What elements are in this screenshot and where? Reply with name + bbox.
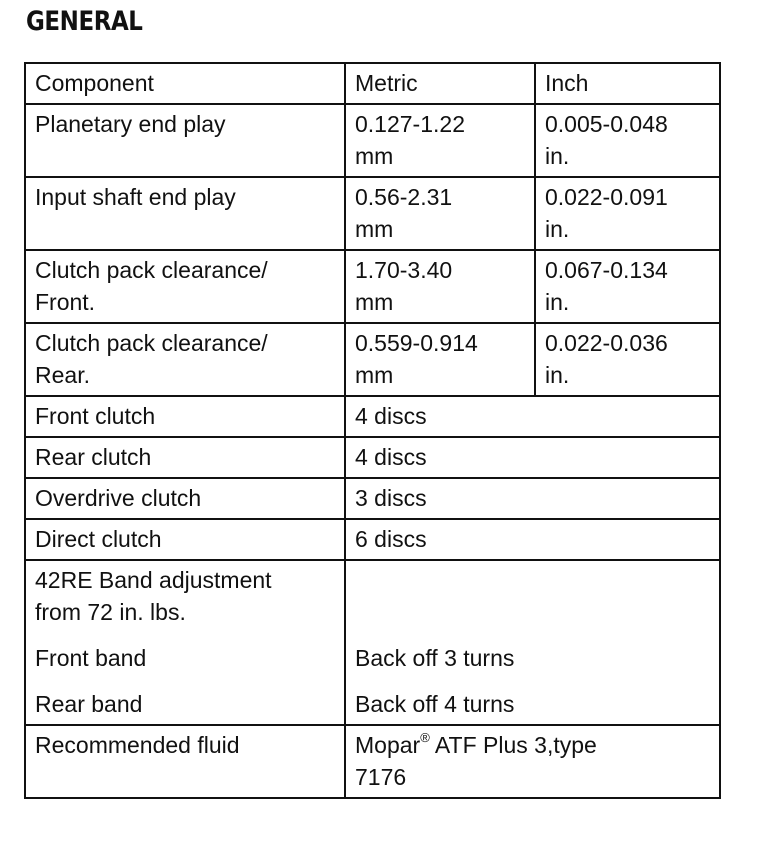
spacer — [35, 674, 336, 688]
band-adjustment-row — [25, 560, 720, 725]
cell-text: 0.56-2.31 — [355, 184, 453, 210]
fluid-line-2: 7176 — [355, 764, 407, 790]
table-row — [25, 177, 720, 250]
component-cell: Rear clutch — [25, 437, 345, 478]
fluid-line-1 — [355, 729, 711, 761]
cell-text: mm — [355, 216, 394, 242]
table-row — [25, 323, 720, 396]
fluid-brand: Mopar — [355, 732, 421, 758]
cell-text: Front. — [35, 289, 96, 315]
component-cell: Direct clutch — [25, 519, 345, 560]
component-cell: Recommended fluid — [25, 725, 345, 798]
cell-text: 0.559-0.914 — [355, 330, 478, 356]
table-row — [25, 478, 720, 519]
table-row — [25, 250, 720, 323]
component-cell — [25, 104, 345, 177]
spacer — [355, 596, 711, 628]
cell-text: 0.127-1.22 — [355, 111, 465, 137]
value-cell: 3 discs — [345, 478, 720, 519]
spacer — [355, 674, 711, 688]
cell-text: mm — [355, 362, 394, 388]
table-row — [25, 725, 720, 798]
rear-band-value: Back off 4 turns — [355, 691, 515, 717]
rear-band-label: Rear band — [35, 691, 143, 717]
cell-text: in. — [545, 289, 570, 315]
table-row — [25, 437, 720, 478]
cell-text: 0.022-0.091 — [545, 184, 668, 210]
band-title: from 72 in. lbs. — [35, 599, 186, 625]
header-metric: Metric — [345, 63, 535, 104]
cell-text: Clutch pack clearance/ — [35, 330, 268, 356]
table-row — [25, 519, 720, 560]
front-band-value: Back off 3 turns — [355, 645, 515, 671]
cell-text: 1.70-3.40 — [355, 257, 453, 283]
spacer — [355, 628, 711, 642]
cell-text: Rear. — [35, 362, 90, 388]
metric-cell — [345, 177, 535, 250]
component-cell: Front clutch — [25, 396, 345, 437]
section-heading: GENERAL — [26, 6, 143, 37]
metric-cell — [345, 250, 535, 323]
cell-text: mm — [355, 289, 394, 315]
table-row — [25, 104, 720, 177]
cell-text: mm — [355, 143, 394, 169]
cell-text: in. — [545, 143, 570, 169]
inch-cell — [535, 323, 720, 396]
value-cell — [345, 560, 720, 725]
component-cell — [25, 177, 345, 250]
component-cell — [25, 250, 345, 323]
component-cell: Overdrive clutch — [25, 478, 345, 519]
header-inch: Inch — [535, 63, 720, 104]
band-title: 42RE Band adjustment — [35, 567, 272, 593]
value-cell: 4 discs — [345, 396, 720, 437]
cell-text: in. — [545, 362, 570, 388]
inch-cell — [535, 177, 720, 250]
table-row — [25, 396, 720, 437]
value-cell: 4 discs — [345, 437, 720, 478]
metric-cell — [345, 323, 535, 396]
cell-text: 0.005-0.048 — [545, 111, 668, 137]
value-cell — [345, 725, 720, 798]
inch-cell — [535, 104, 720, 177]
cell-text: 0.067-0.134 — [545, 257, 668, 283]
spacer — [35, 628, 336, 642]
specifications-table — [24, 62, 721, 799]
cell-text: 0.022-0.036 — [545, 330, 668, 356]
component-cell — [25, 560, 345, 725]
value-cell: 6 discs — [345, 519, 720, 560]
cell-text: Clutch pack clearance/ — [35, 257, 268, 283]
metric-cell — [345, 104, 535, 177]
component-cell — [25, 323, 345, 396]
cell-text: Input shaft end play — [35, 184, 236, 210]
fluid-spec: ATF Plus 3,type — [429, 732, 597, 758]
cell-text: in. — [545, 216, 570, 242]
table-header-row — [25, 63, 720, 104]
header-component: Component — [25, 63, 345, 104]
cell-text: Planetary end play — [35, 111, 226, 137]
registered-mark: ® — [420, 730, 430, 746]
front-band-label: Front band — [35, 645, 147, 671]
spacer — [355, 564, 711, 596]
inch-cell — [535, 250, 720, 323]
